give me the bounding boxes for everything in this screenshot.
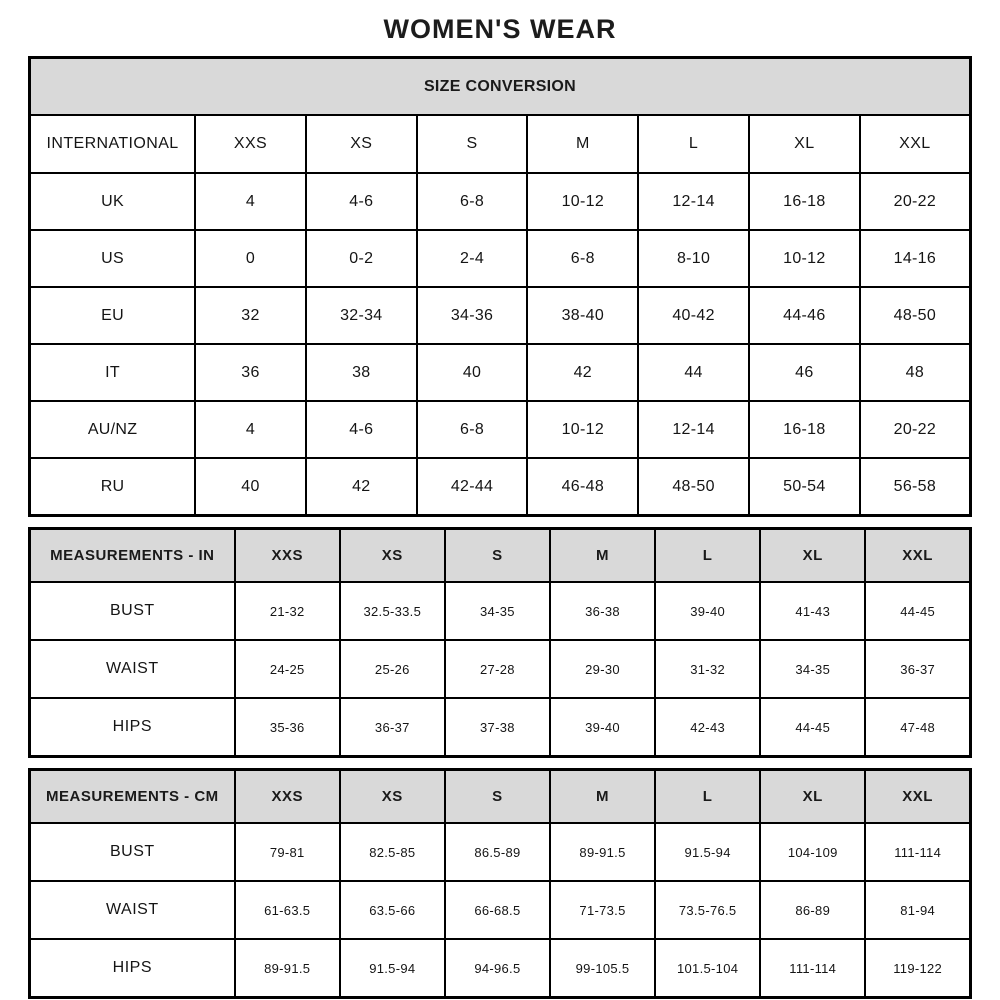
size-conversion-col-header-xxl: XXL [860,115,971,173]
size-conversion-value-cell: 48 [860,344,971,401]
measurements-cm-value-cell: 111-114 [760,939,865,998]
measurements-cm-value-cell: 81-94 [865,881,970,939]
size-conversion-row-uk [30,173,971,230]
measurements-in-col-header-xxs: XXS [235,529,340,583]
measurements-in-value-cell: 39-40 [550,698,655,757]
size-conversion-value-cell: 40 [417,344,528,401]
size-conversion-value-cell: 32-34 [306,287,417,344]
measurements-cm-col-header-xxl: XXL [865,770,970,824]
size-conversion-value-cell: 56-58 [860,458,971,516]
measurements-in-row-label: WAIST [30,640,235,698]
measurements-cm-value-cell: 91.5-94 [340,939,445,998]
measurements-in-row-bust [30,582,971,640]
size-conversion-title-row [30,58,971,116]
size-conversion-value-cell: 4-6 [306,173,417,230]
size-conversion-value-cell: 10-12 [527,173,638,230]
measurements-in-value-cell: 36-37 [340,698,445,757]
measurements-cm-value-cell: 89-91.5 [235,939,340,998]
size-conversion-value-cell: 6-8 [417,173,528,230]
measurements-cm-value-cell: 71-73.5 [550,881,655,939]
size-conversion-value-cell: 48-50 [638,458,749,516]
measurements-in-col-header-xxl: XXL [865,529,970,583]
size-conversion-value-cell: 20-22 [860,401,971,458]
measurements-in-col-header-s: S [445,529,550,583]
measurements-in-row-waist [30,640,971,698]
measurements-cm-col-header-label: MEASUREMENTS - CM [30,770,235,824]
measurements-cm-value-cell: 99-105.5 [550,939,655,998]
size-conversion-value-cell: 40-42 [638,287,749,344]
measurements-in-value-cell: 29-30 [550,640,655,698]
size-conversion-value-cell: 12-14 [638,173,749,230]
measurements-cm-row-hips [30,939,971,998]
measurements-cm-value-cell: 119-122 [865,939,970,998]
measurements-cm-row-bust [30,823,971,881]
measurements-in-value-cell: 44-45 [865,582,970,640]
size-conversion-value-cell: 12-14 [638,401,749,458]
measurements-cm-value-cell: 91.5-94 [655,823,760,881]
measurements-in-value-cell: 47-48 [865,698,970,757]
size-conversion-value-cell: 10-12 [749,230,860,287]
measurements-cm-row-label: WAIST [30,881,235,939]
measurements-cm-value-cell: 79-81 [235,823,340,881]
size-guide-sheet [28,0,972,999]
measurements-in-value-cell: 31-32 [655,640,760,698]
size-conversion-value-cell: 0 [195,230,306,287]
measurements-cm-col-header-xl: XL [760,770,865,824]
size-conversion-row-us [30,230,971,287]
size-conversion-value-cell: 44 [638,344,749,401]
measurements-in-value-cell: 41-43 [760,582,865,640]
measurements-in-col-header-xs: XS [340,529,445,583]
size-conversion-value-cell: 44-46 [749,287,860,344]
measurements-cm-value-cell: 61-63.5 [235,881,340,939]
measurements-cm-value-cell: 101.5-104 [655,939,760,998]
size-conversion-value-cell: 8-10 [638,230,749,287]
size-conversion-row-label: RU [30,458,196,516]
measurements-in-row-label: HIPS [30,698,235,757]
size-conversion-value-cell: 46 [749,344,860,401]
measurements-in-value-cell: 34-35 [760,640,865,698]
size-conversion-row-it [30,344,971,401]
measurements-in-value-cell: 44-45 [760,698,865,757]
measurements-cm-header-row [30,770,971,824]
size-conversion-col-header-xs: XS [306,115,417,173]
measurements-in-table [28,527,972,758]
measurements-cm-col-header-xxs: XXS [235,770,340,824]
size-conversion-col-header-l: L [638,115,749,173]
measurements-cm-row-label: BUST [30,823,235,881]
measurements-in-value-cell: 27-28 [445,640,550,698]
size-conversion-value-cell: 2-4 [417,230,528,287]
size-conversion-value-cell: 42 [527,344,638,401]
measurements-in-value-cell: 36-38 [550,582,655,640]
measurements-cm-row-label: HIPS [30,939,235,998]
size-conversion-value-cell: 38-40 [527,287,638,344]
size-conversion-value-cell: 4 [195,173,306,230]
size-conversion-value-cell: 4-6 [306,401,417,458]
measurements-in-value-cell: 34-35 [445,582,550,640]
measurements-in-value-cell: 24-25 [235,640,340,698]
measurements-in-value-cell: 36-37 [865,640,970,698]
size-conversion-value-cell: 4 [195,401,306,458]
measurements-cm-value-cell: 73.5-76.5 [655,881,760,939]
measurements-in-col-header-m: M [550,529,655,583]
measurements-in-value-cell: 25-26 [340,640,445,698]
measurements-cm-col-header-s: S [445,770,550,824]
size-conversion-row-eu [30,287,971,344]
measurements-in-value-cell: 39-40 [655,582,760,640]
measurements-cm-value-cell: 94-96.5 [445,939,550,998]
measurements-cm-col-header-m: M [550,770,655,824]
size-conversion-value-cell: 16-18 [749,401,860,458]
size-conversion-col-header-label: INTERNATIONAL [30,115,196,173]
measurements-cm-table [28,768,972,999]
size-conversion-value-cell: 14-16 [860,230,971,287]
measurements-in-value-cell: 37-38 [445,698,550,757]
size-conversion-row-ru [30,458,971,516]
size-conversion-row-label: IT [30,344,196,401]
size-conversion-row-au-nz [30,401,971,458]
measurements-cm-value-cell: 66-68.5 [445,881,550,939]
measurements-in-value-cell: 35-36 [235,698,340,757]
measurements-cm-col-header-l: L [655,770,760,824]
size-conversion-col-header-s: S [417,115,528,173]
measurements-in-value-cell: 42-43 [655,698,760,757]
size-conversion-title: SIZE CONVERSION [30,58,971,116]
size-conversion-col-header-m: M [527,115,638,173]
measurements-cm-value-cell: 89-91.5 [550,823,655,881]
measurements-in-col-header-xl: XL [760,529,865,583]
measurements-in-value-cell: 21-32 [235,582,340,640]
size-conversion-value-cell: 50-54 [749,458,860,516]
size-conversion-value-cell: 20-22 [860,173,971,230]
size-conversion-table [28,56,972,517]
measurements-cm-value-cell: 82.5-85 [340,823,445,881]
size-conversion-value-cell: 36 [195,344,306,401]
page-title: WOMEN'S WEAR [383,14,617,44]
size-conversion-header-row [30,115,971,173]
measurements-in-row-hips [30,698,971,757]
size-conversion-value-cell: 6-8 [527,230,638,287]
size-conversion-value-cell: 0-2 [306,230,417,287]
measurements-in-row-label: BUST [30,582,235,640]
measurements-cm-value-cell: 111-114 [865,823,970,881]
measurements-cm-row-waist [30,881,971,939]
size-conversion-value-cell: 40 [195,458,306,516]
size-conversion-value-cell: 10-12 [527,401,638,458]
measurements-cm-value-cell: 86-89 [760,881,865,939]
size-conversion-col-header-xl: XL [749,115,860,173]
size-conversion-value-cell: 42-44 [417,458,528,516]
size-conversion-row-label: UK [30,173,196,230]
size-conversion-value-cell: 32 [195,287,306,344]
size-conversion-col-header-xxs: XXS [195,115,306,173]
measurements-in-header-row [30,529,971,583]
measurements-cm-col-header-xs: XS [340,770,445,824]
size-conversion-value-cell: 38 [306,344,417,401]
measurements-in-col-header-label: MEASUREMENTS - IN [30,529,235,583]
size-conversion-row-label: US [30,230,196,287]
size-conversion-value-cell: 48-50 [860,287,971,344]
measurements-in-col-header-l: L [655,529,760,583]
size-conversion-row-label: EU [30,287,196,344]
measurements-cm-value-cell: 104-109 [760,823,865,881]
size-conversion-value-cell: 6-8 [417,401,528,458]
size-conversion-value-cell: 16-18 [749,173,860,230]
measurements-cm-value-cell: 86.5-89 [445,823,550,881]
size-conversion-value-cell: 46-48 [527,458,638,516]
size-conversion-value-cell: 34-36 [417,287,528,344]
size-conversion-value-cell: 42 [306,458,417,516]
measurements-in-value-cell: 32.5-33.5 [340,582,445,640]
size-conversion-row-label: AU/NZ [30,401,196,458]
measurements-cm-value-cell: 63.5-66 [340,881,445,939]
